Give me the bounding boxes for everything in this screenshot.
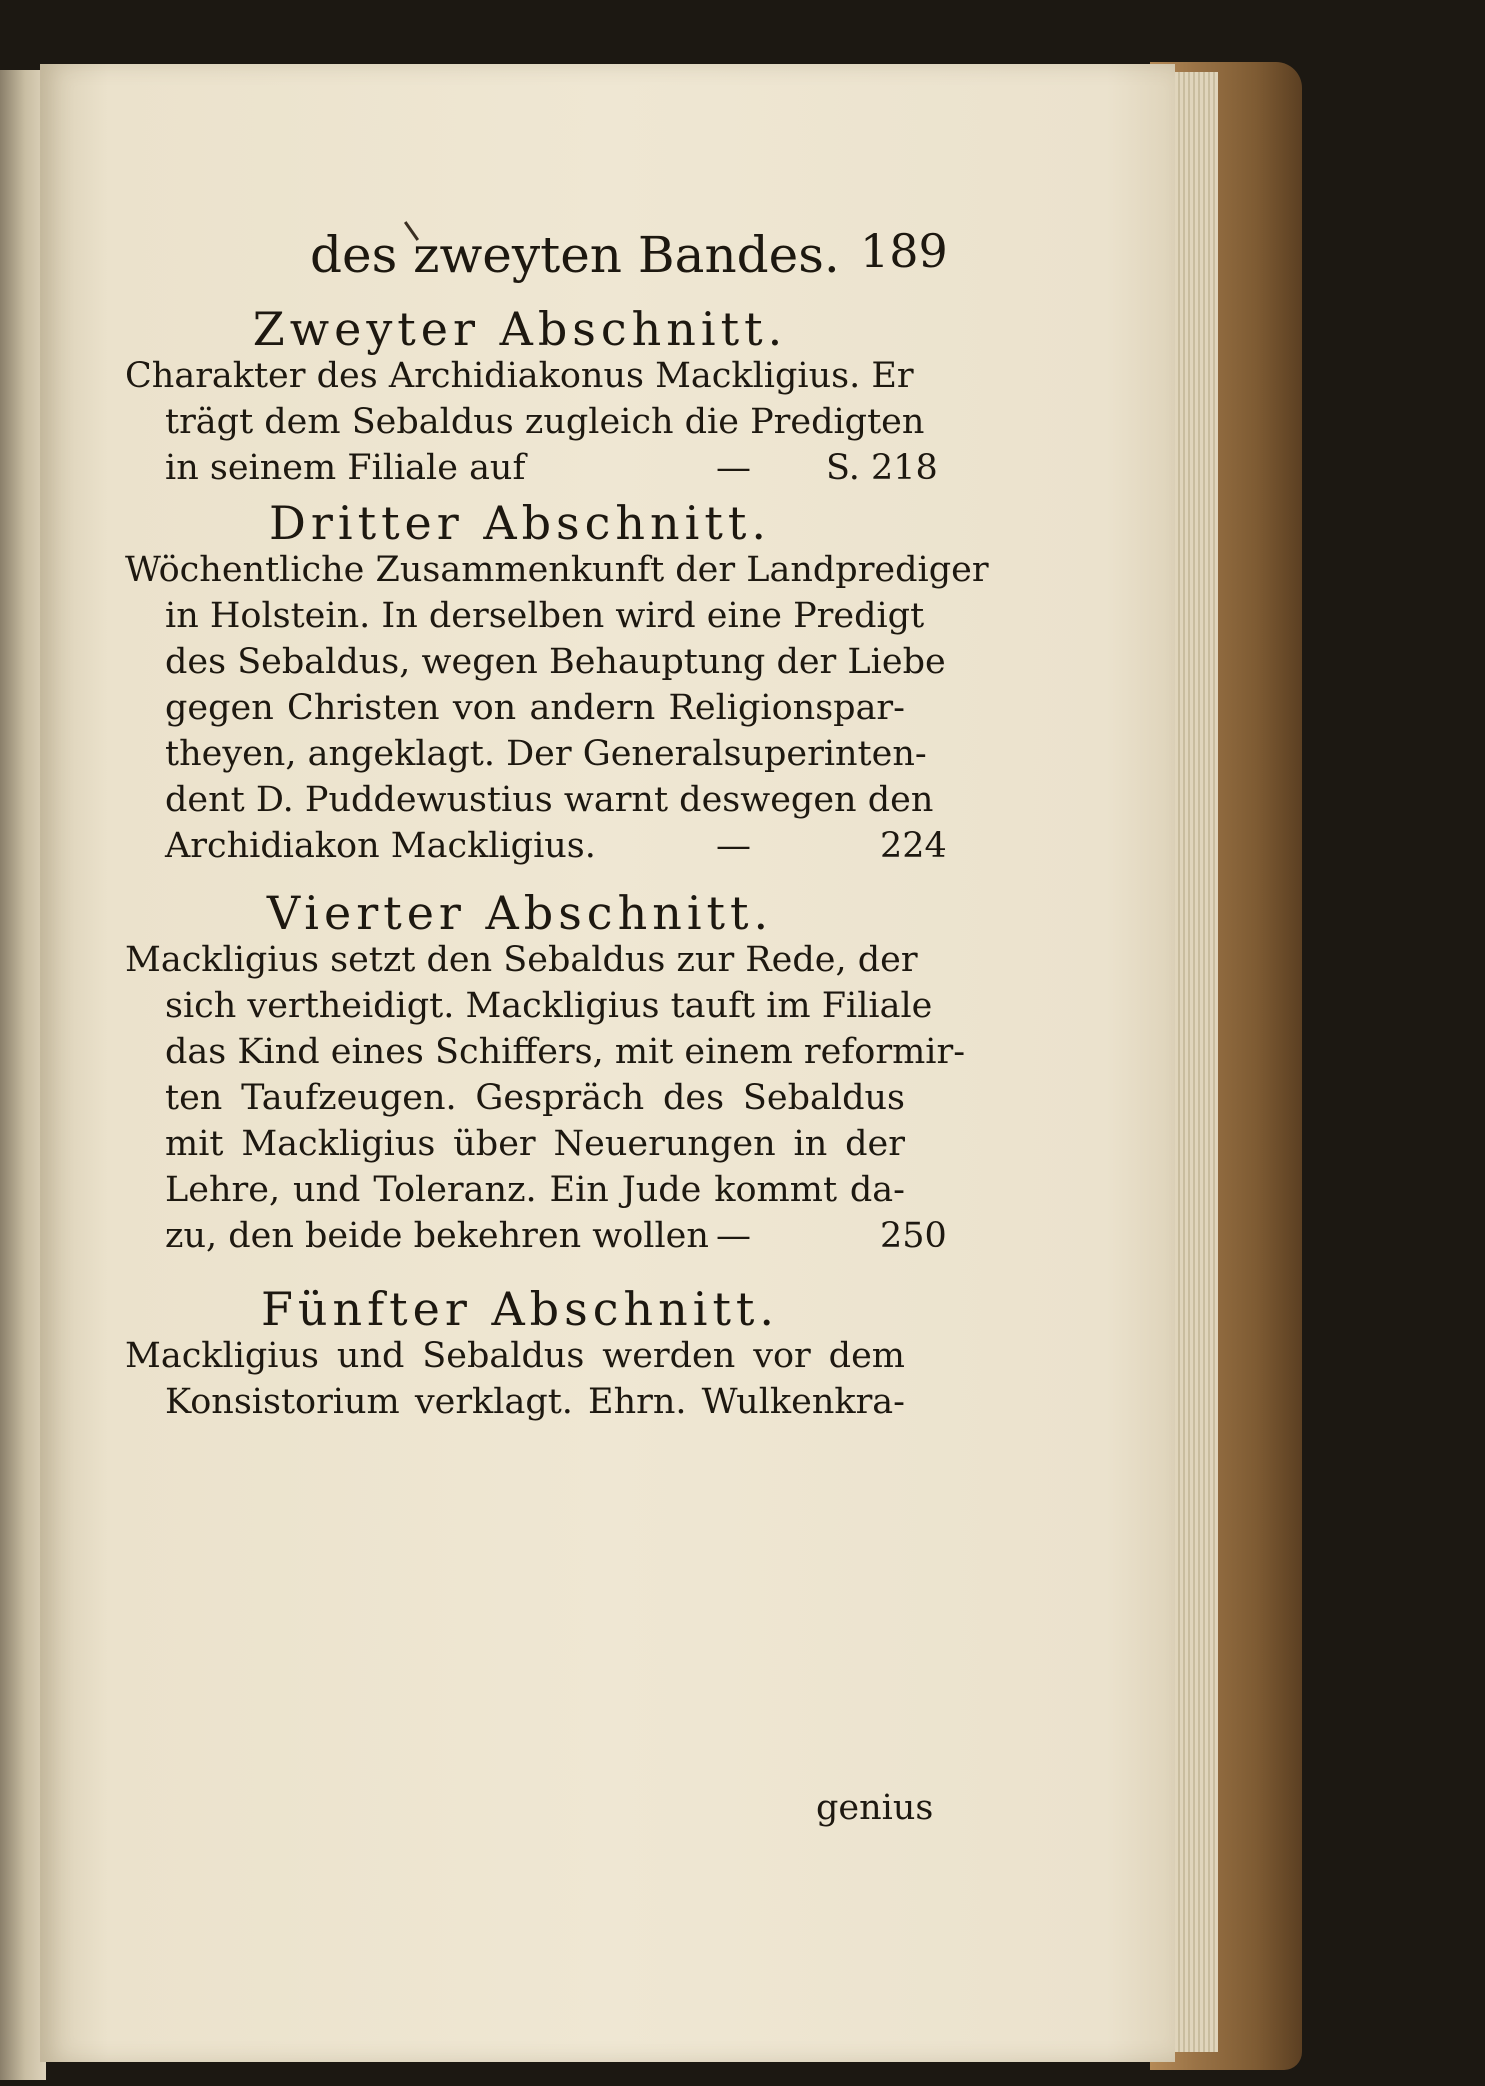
leader-dash: —	[716, 448, 751, 488]
entry-line: zu, den beide bekehren wollen	[165, 1216, 709, 1256]
section-heading: Zweyter Abschnitt.	[252, 302, 788, 356]
page-reference: 250	[880, 1216, 947, 1256]
book-page	[40, 64, 1175, 2062]
page-reference: 224	[880, 826, 947, 866]
entry-line: das Kind eines Schiffers, mit einem reformir-	[165, 1032, 966, 1072]
entry-line: in seinem Filiale auf	[165, 448, 526, 488]
page-text	[40, 64, 1175, 2062]
page-reference: S. 218	[826, 448, 938, 488]
leader-dash: —	[716, 1216, 751, 1256]
section-heading: Vierter Abschnitt.	[266, 886, 774, 940]
section-heading: Dritter Abschnitt.	[269, 496, 771, 550]
entry-line: gegen Christen von andern Religionspar-	[165, 688, 905, 728]
entry-line: Lehre, und Toleranz. Ein Jude kommt da-	[165, 1170, 905, 1210]
entry-line: trägt dem Sebaldus zugleich die Predigten	[165, 402, 925, 442]
catchword: genius	[816, 1788, 934, 1828]
section-heading: Fünfter Abschnitt.	[260, 1282, 780, 1336]
entry-line: Konsistorium verklagt. Ehrn. Wulkenkra-	[165, 1382, 905, 1422]
running-head: des zweyten Bandes.	[310, 226, 840, 284]
entry-line: in Holstein. In derselben wird eine Predigt	[165, 596, 925, 636]
entry-line: mit Mackligius über Neuerungen in der	[165, 1124, 905, 1164]
entry-line: Wöchentliche Zusammenkunft der Landprediger	[125, 550, 989, 590]
entry-line: dent D. Puddewustius warnt deswegen den	[165, 780, 934, 820]
entry-line: theyen, angeklagt. Der Generalsuperinten-	[165, 734, 927, 774]
entry-line: Mackligius und Sebaldus werden vor dem	[125, 1336, 905, 1376]
page-number: 189	[860, 224, 948, 278]
entry-line: Charakter des Archidiakonus Mackligius. Er	[125, 356, 914, 396]
leader-dash: —	[716, 826, 751, 866]
entry-line: Archidiakon Mackligius.	[165, 826, 596, 866]
entry-line: Mackligius setzt den Sebaldus zur Rede, der	[125, 940, 918, 980]
entry-line: ten Taufzeugen. Gespräch des Sebaldus	[165, 1078, 905, 1118]
entry-line: sich vertheidigt. Mackligius tauft im Filiale	[165, 986, 933, 1026]
entry-line: des Sebaldus, wegen Behauptung der Liebe	[165, 642, 946, 682]
